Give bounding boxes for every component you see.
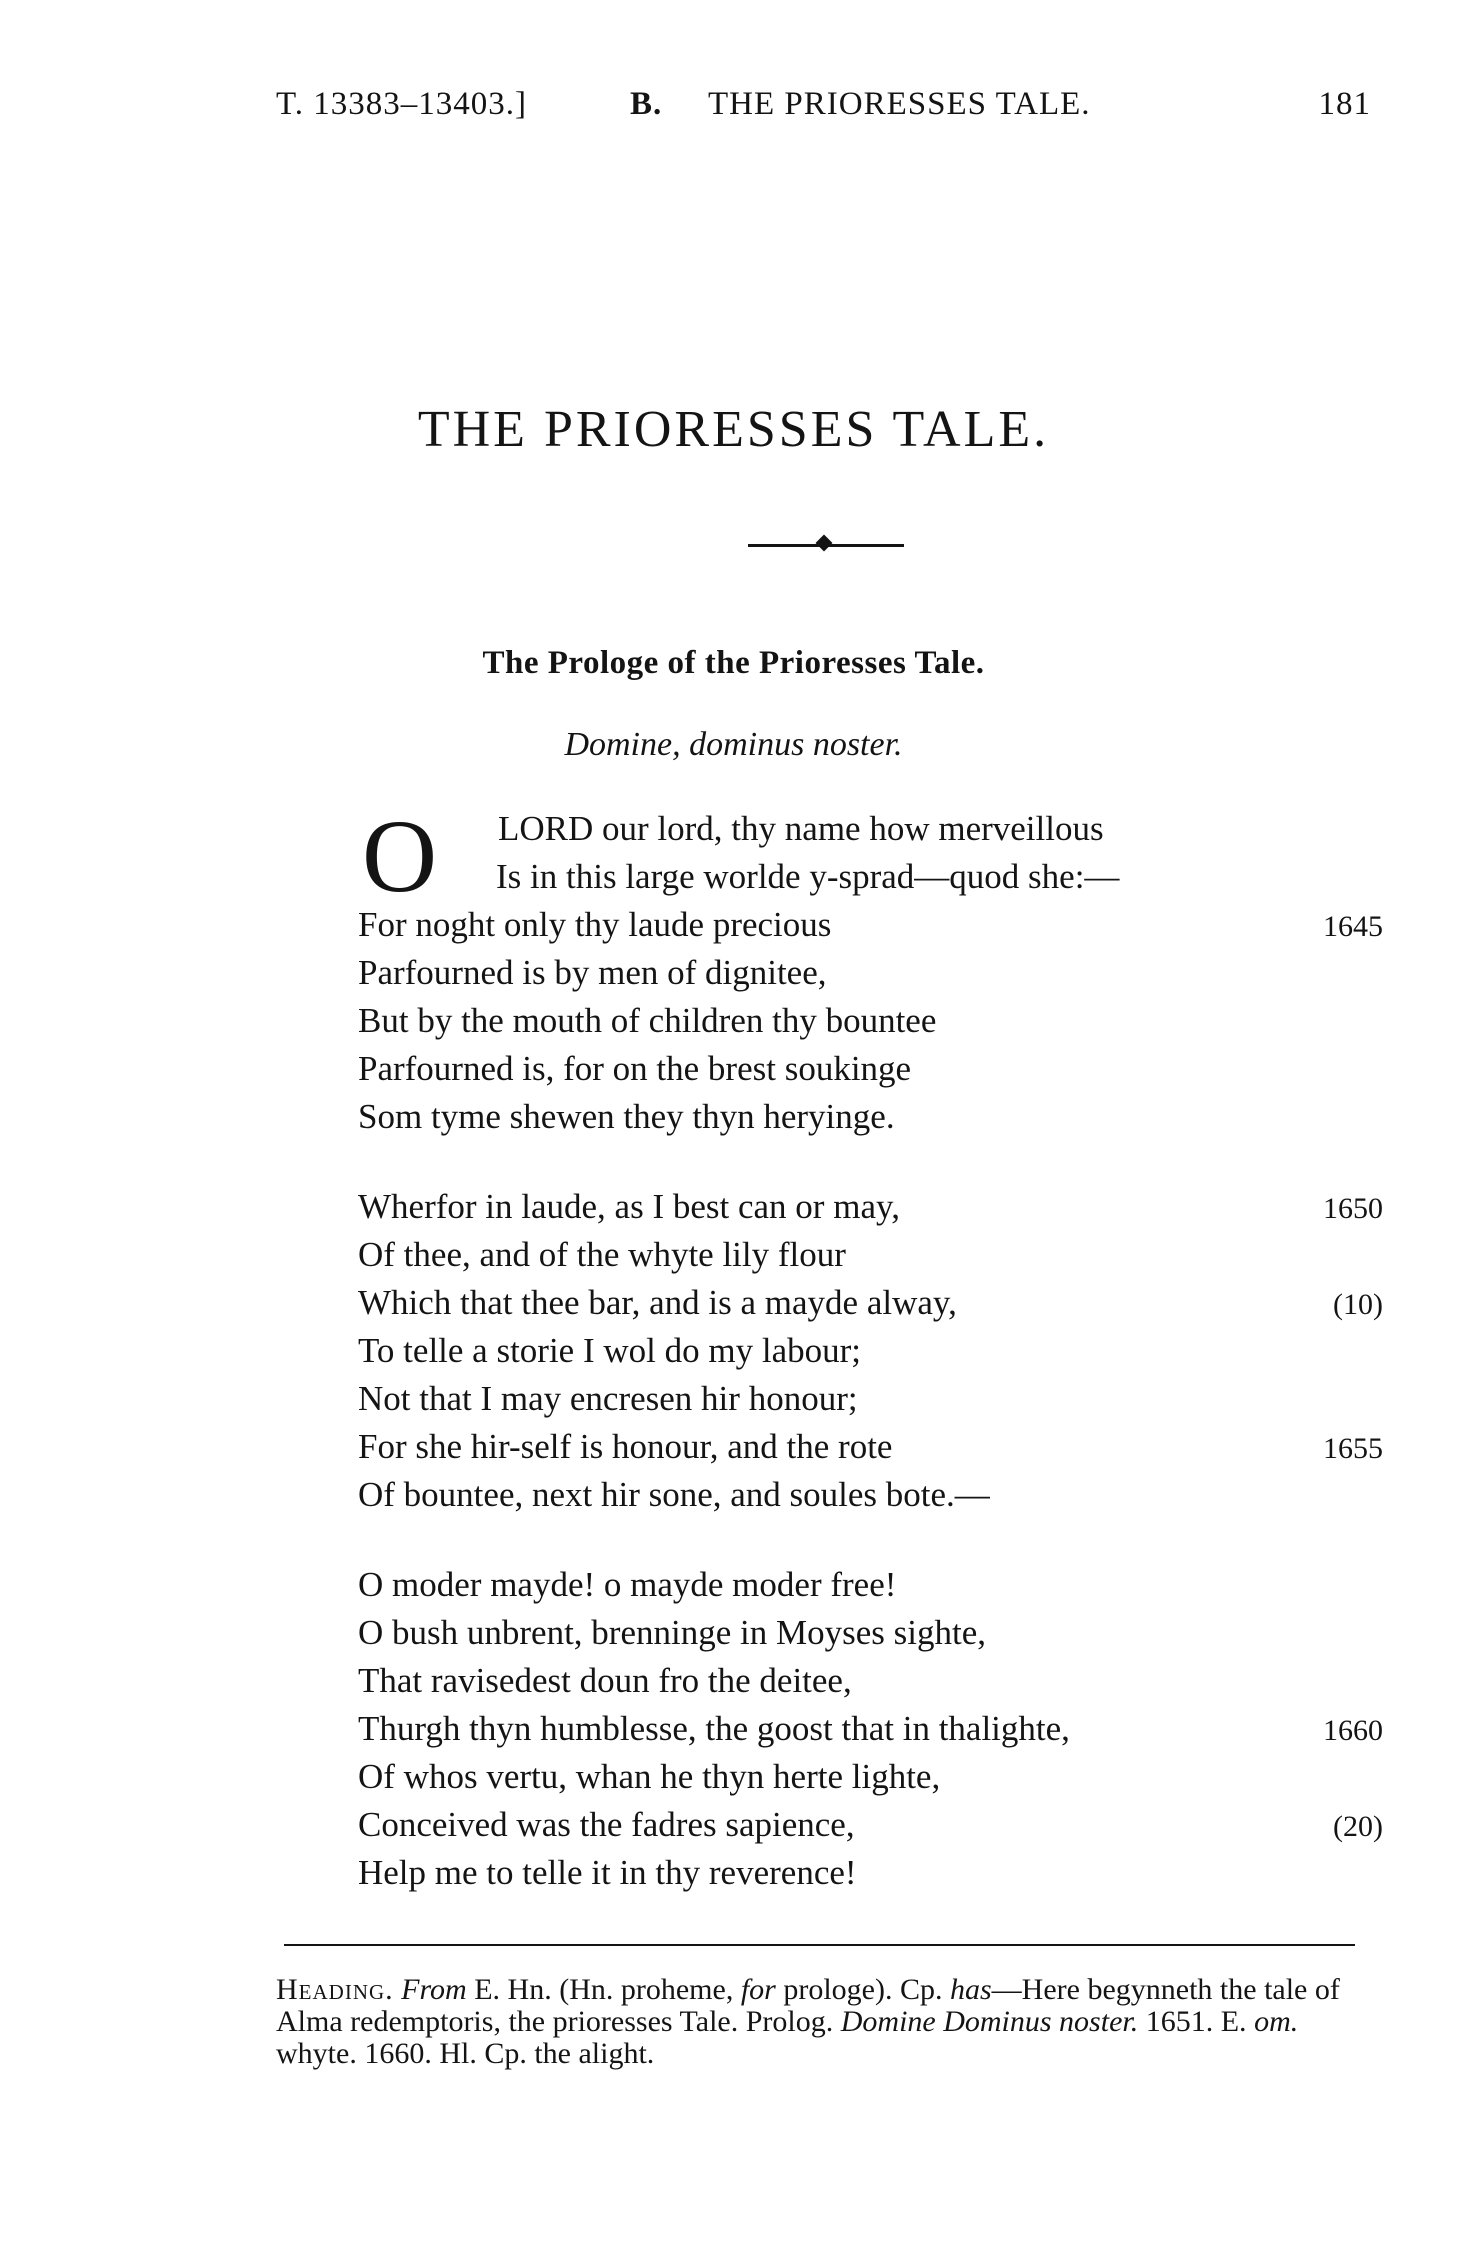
stanza-2 (358, 1183, 1383, 1519)
verse-text: To telle a storie I wol do my labour; (358, 1331, 861, 1370)
diamond-ornament-icon (816, 535, 833, 552)
verse-line (358, 1093, 1383, 1141)
ornamental-rule (748, 536, 904, 554)
verse-text: O moder mayde! o mayde moder free! (358, 1565, 897, 1604)
verse-line (358, 1231, 1383, 1279)
verse-line (358, 1849, 1383, 1897)
running-head (276, 86, 1371, 136)
footnote-italic: for (740, 1973, 776, 2006)
line-number: 1645 (1323, 910, 1383, 943)
verse-text: Which that thee bar, and is a mayde alway, (358, 1283, 957, 1322)
verse-text: LORD our lord, thy name how merveillous (498, 809, 1104, 848)
verse-line (358, 1801, 1383, 1849)
page-number: 181 (1318, 86, 1371, 122)
footnote-italic: has (949, 1973, 992, 2006)
footnote-rule (284, 1944, 1355, 1946)
line-number: 1660 (1323, 1714, 1383, 1747)
verse-text: Is in this large worlde y-sprad—quod she:— (496, 857, 1120, 896)
verse-line (358, 997, 1383, 1045)
line-range: T. 13383–13403.] (276, 86, 527, 122)
footnote-italic: Domine Dominus noster. (840, 2005, 1139, 2038)
footnote-segment: E. Hn. (Hn. proheme, (466, 1973, 741, 2006)
verse-text: But by the mouth of children thy bountee (358, 1001, 937, 1040)
line-number: (20) (1333, 1810, 1383, 1843)
footnote-segment: —Here begynneth the tale of Alma redemptoris, the prioresses Tale. Prolog. (276, 1973, 1340, 2038)
verse-line (358, 1471, 1383, 1519)
stanza-3 (358, 1561, 1383, 1897)
section-label: B. (630, 86, 663, 122)
verse-text: O bush unbrent, brenninge in Moyses sighte, (358, 1613, 986, 1652)
footnote-text (276, 1974, 1368, 2070)
running-title: THE PRIORESSES TALE. (708, 86, 1091, 122)
line-number: 1655 (1323, 1432, 1383, 1465)
verse-text: Of whos vertu, whan he thyn herte lighte, (358, 1757, 941, 1796)
verse-text: Not that I may encresen hir honour; (358, 1379, 858, 1418)
verse-text: For she hir-self is honour, and the rote (358, 1427, 893, 1466)
footnote-segment: whyte. 1660. Hl. Cp. the alight. (276, 2037, 655, 2070)
verse-text: That ravisedest doun fro the deitee, (358, 1661, 852, 1700)
verse-text: Wherfor in laude, as I best can or may, (358, 1187, 900, 1226)
verse-line (358, 1657, 1383, 1705)
verse-line (358, 1045, 1383, 1093)
verse-line (358, 853, 1383, 901)
footnote-italic: om. (1254, 2005, 1299, 2038)
epigraph: Domine, dominus noster. (564, 726, 903, 763)
prologue-heading: The Prologe of the Prioresses Tale. (482, 645, 985, 681)
verse-line (358, 1375, 1383, 1423)
verse-line (358, 1609, 1383, 1657)
footnote-italic: From (401, 1973, 467, 2006)
verse-text: Of bountee, next hir sone, and soules bote.— (358, 1475, 990, 1514)
footnote-segment: 1651. E. (1138, 2005, 1255, 2038)
verse-line (358, 1183, 1383, 1231)
verse-text: Thurgh thyn humblesse, the goost that in thalighte, (358, 1709, 1070, 1748)
line-number: (10) (1333, 1288, 1383, 1321)
verse-text: Conceived was the fadres sapience, (358, 1805, 855, 1844)
poem (358, 799, 1383, 1897)
footnote (276, 1974, 1368, 2070)
stanza-gap (358, 1141, 1383, 1183)
verse-text: Of thee, and of the whyte lily flour (358, 1235, 846, 1274)
verse-line (358, 1753, 1383, 1801)
verse-text: Help me to telle it in thy reverence! (358, 1853, 857, 1892)
page-title: THE PRIORESSES TALE. (417, 401, 1050, 458)
verse-line (358, 1423, 1383, 1471)
stanza-gap (358, 1519, 1383, 1561)
verse-text: Parfourned is by men of dignitee, (358, 953, 827, 992)
verse-text: For noght only thy laude precious (358, 905, 832, 944)
verse-line (358, 1561, 1383, 1609)
stanza-1 (358, 799, 1383, 1141)
verse-line (358, 1705, 1383, 1753)
line-number: 1650 (1323, 1192, 1383, 1225)
footnote-label: Heading. (276, 1973, 394, 2006)
drop-cap-initial: O (362, 799, 438, 914)
verse-line (358, 1279, 1383, 1327)
footnote-segment: prologe). Cp. (775, 1973, 950, 2006)
verse-line (358, 1327, 1383, 1375)
verse-line (358, 901, 1383, 949)
verse-text: Som tyme shewen they thyn heryinge. (358, 1097, 895, 1136)
verse-text: Parfourned is, for on the brest soukinge (358, 1049, 912, 1088)
verse-line (358, 949, 1383, 997)
